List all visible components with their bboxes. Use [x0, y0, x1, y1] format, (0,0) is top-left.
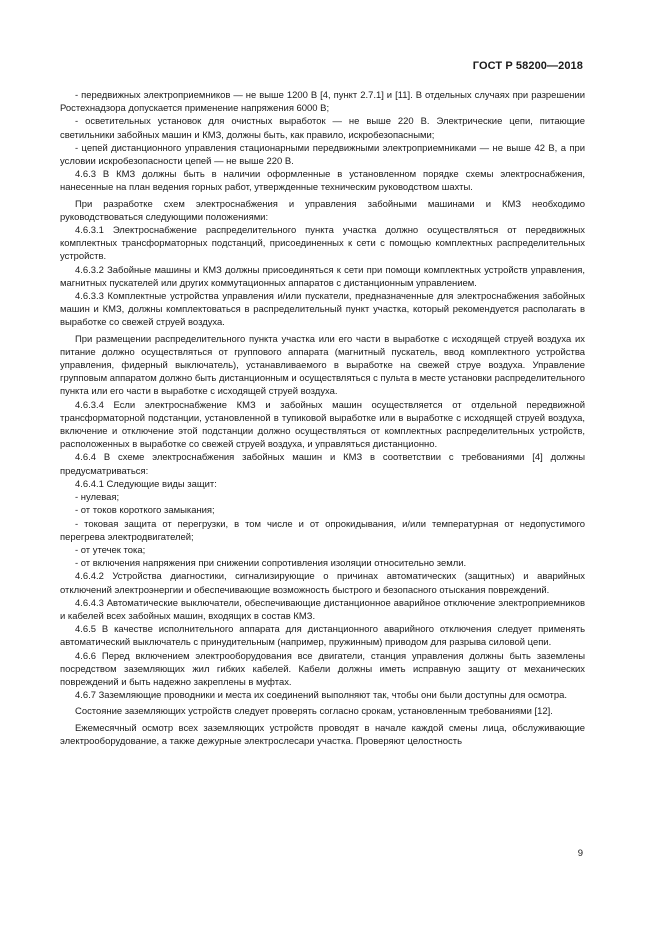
list-item: - от включения напряжения при снижении сопротивления изоляции относительно земли.: [75, 558, 467, 570]
page-number: 9: [577, 848, 583, 859]
document-code: ГОСТ Р 58200—2018: [472, 60, 583, 72]
list-item: - нулевая;: [75, 492, 120, 504]
paragraph: 4.6.4 В схеме электроснабжения забойных машин и КМЗ в соответствии с требованиями [4] должны предусматриваться:: [60, 452, 585, 477]
paragraph: Состояние заземляющих устройств следует проверять согласно срокам, установленным требованиями [12].: [75, 706, 553, 718]
paragraph: 4.6.7 Заземляющие проводники и места их соединений выполняют так, чтобы они были доступны для осмотра.: [75, 690, 567, 702]
paragraph: 4.6.3.2 Забойные машины и КМЗ должны присоединяться к сети при помощи комплектных устройств управления, магнитных пускателей или других коммутационных аппаратов с дистанционным управлением.: [60, 264, 585, 289]
list-item: - от утечек тока;: [75, 544, 146, 556]
paragraph: 4.6.3 В КМЗ должны быть в наличии оформленные в установленном порядке схемы электроснабжения, нанесенные на план ведения горных работ, утвержденные техническим руководством шахты.: [60, 169, 585, 194]
paragraph: При разработке схем электроснабжения и управления забойными машинами и КМЗ необходимо руководствоваться следующими положениями:: [60, 198, 585, 223]
paragraph: 4.6.3.1 Электроснабжение распределительного пункта участка должно осуществляться от передвижных комплектных трансформаторных подстанций, присоединенных к сети с помощью комплектных распределительных устройств.: [60, 225, 585, 263]
paragraph: 4.6.3.3 Комплектные устройства управления и/или пускатели, предназначенные для электроснабжения забойных машин и КМЗ, должны комплектоваться в распределительный пункт участка, который рекомендуется располагать в выработке со свежей струей воздуха.: [60, 291, 585, 329]
paragraph: 4.6.3.4 Если электроснабжение КМЗ и забойных машин осуществляется от отдельной передвижной трансформаторной подстанции, установленной в тупиковой выработке или в выработке с исходящей струей воздуха, включение и отключение этой подстанции должно осуществляться от комплектных распределительных устройств, расположенных в выработке со свежей струей воздуха, и управляться дистанционно.: [60, 399, 585, 451]
paragraph: При размещении распределительного пункта участка или его части в выработке с исходящей струей воздуха их питание должно осуществляться от группового аппарата (магнитный пускатель, ввод комплектного устройства управления, фидерный выключатель), устанавливаемого в выработке на свежей струе воздуха. Управление групповым аппаратом должно быть дистанционным и осуществляться с пульта в месте установки распределительного пункта или его части в выработке с исходящей струей воздуха.: [60, 333, 585, 398]
paragraph: - цепей дистанционного управления стационарными передвижными электроприемниками — не выше 42 В, а при условии искробезопасности цепей — не выше 220 В.: [60, 142, 585, 168]
paragraph: 4.6.4.1 Следующие виды защит:: [75, 478, 217, 490]
list-item: - от токов короткого замыкания;: [75, 505, 215, 517]
paragraph: 4.6.4.2 Устройства диагностики, сигнализирующие о причинах автоматических (защитных) и аварийных отключений электроэнергии и обеспечивающие возможность быстрого и безопасного отыскания повреждений.: [60, 571, 585, 596]
paragraph: 4.6.5 В качестве исполнительного аппарата для дистанционного аварийного отключения следует применять автоматический выключатель с принудительным (например, пружинным) приводом для разрыва силовой цепи.: [60, 624, 585, 649]
paragraph: - осветительных установок для очистных выработок — не выше 220 В. Электрические цепи, питающие светильники забойных машин и КМЗ, должны быть, как правило, искробезопасными;: [60, 116, 585, 141]
paragraph: 4.6.4.3 Автоматические выключатели, обеспечивающие дистанционное аварийное отключение электроприемников и кабелей всех забойных машин, входящих в состав КМЗ.: [60, 597, 585, 622]
document-body: [60, 89, 585, 748]
paragraph: Ежемесячный осмотр всех заземляющих устройств проводят в начале каждой смены лица, обслуживающие электрооборудование, а также дежурные электрослесари участка. Проверяют целостность: [60, 722, 585, 747]
paragraph: - передвижных электроприемников — не выше 1200 В [4, пункт 2.7.1] и [11]. В отдельных случаях при разрешении Ростехнадзора допускается применение напряжения 6000 В;: [60, 90, 585, 115]
list-item: - токовая защита от перегрузки, в том числе и от опрокидывания, и/или температурная от недопустимого перегрева электродвигателей;: [60, 518, 585, 543]
paragraph: 4.6.6 Перед включением электрооборудования все двигатели, станция управления должны быть заземлены посредством заземляющих жил гибких кабелей. Кабели должны иметь исправную защиту от механических повреждений и быть надежно закреплены в муфтах.: [60, 650, 585, 688]
